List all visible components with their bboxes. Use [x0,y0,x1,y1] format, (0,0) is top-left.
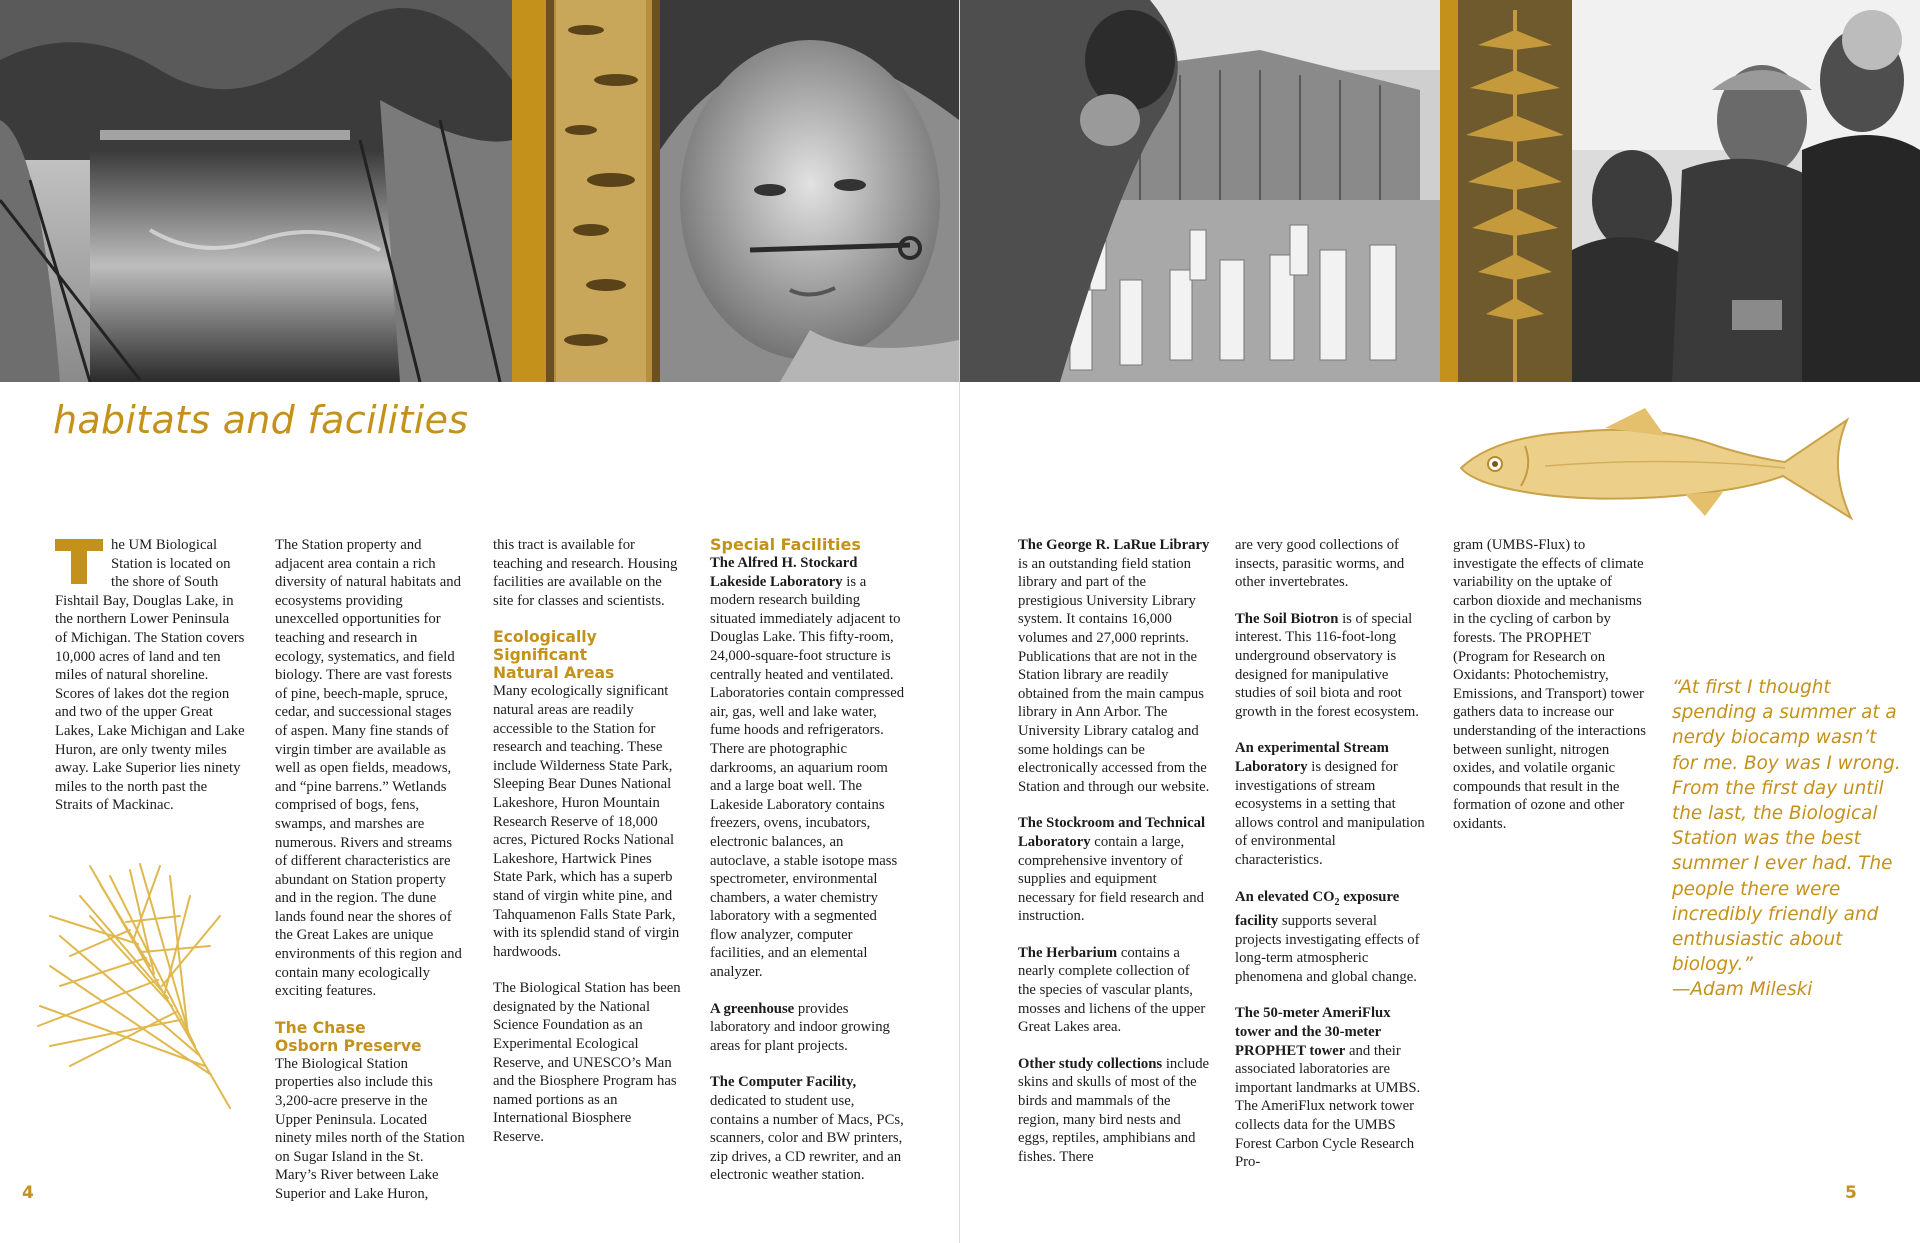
text-column-7 [1453,536,1648,834]
gold-band [512,0,546,382]
chase-osborn-paragraph: The Biological Station properties also include this 3,200-acre preserve in the Upper Peninsula. Located ninety miles north of the Station on Sugar Island in the St. Mary’s River between Lake Superior and Lake Huron, [275,1055,465,1202]
natural-areas-paragraph: Many ecologically significant natural areas are readily accessible to the Station for research and teaching. These include Wilderness State Park, Sleeping Bear Dunes National Lakeshore, Huron Mountain Research Reserve of 18,000 acres, Pictured Rocks National Lakeshore, Hartwick Pines State Park, which has a superb stand of virgin white pine, and Tahquamenon Falls State Park, with its splendid stand of virgin hardwoods. [493,683,680,960]
quote-attribution: —Adam Mileski [1672,979,1813,1001]
page-gutter [959,0,960,1243]
people-looking-up-photo [1572,0,1920,382]
habitats-paragraph: The Station property and adjacent area contain a rich diversity of natural habitats and ecosystems providing unexcelled opportunities for teaching and research in ecology, systematics, and field biology. There are vast forests of pine, beech-maple, spruce, cedar, and successional stages of aspen. Many fine stands of virgin timber are available as well as open fields, meadows, and “pine barrens.” Wetlands comprised of bogs, fens, swamps, and marshes are numerous. Rivers and streams of different characteristics are abundant on Station property and in the region. The dune lands found near the shores of the Great Lakes are unique environments of this region and contain many ecologically exciting features. [275,537,462,1000]
fish-drawing [1455,406,1855,530]
reserve-paragraph: The Biological Station has been designated by the National Science Foundation as an Experimental Ecological Reserve, and UNESCO’s Man and the Biosphere Program has named portions as an International Biosphere Reserve. [493,980,681,1146]
co2-facility-paragraph: An elevated $CO_2$ exposure facility supports several projects investigating effects of long-term atmospheric phenomena and global change. [1235,888,1420,985]
gold-band [1440,0,1458,382]
page-number-right: 5 [1845,1183,1857,1203]
computer-facility-paragraph: The Computer Facility, dedicated to student use, contains a number of Macs, PCs, scanners, color and BW printers, zip drives, a CD rewriter, and an electronic weather station. [710,1074,904,1184]
greenhouse-paragraph: A greenhouse provides laboratory and indoor growing areas for plant projects. [710,1000,890,1054]
page-number-left: 4 [22,1183,34,1203]
soil-biotron-paragraph: The Soil Biotron is of special interest. This 116-foot-long underground observatory is designed for manipulative studies of soil biota and root growth in the forest ecosystem. [1235,610,1419,720]
invertebrates-paragraph: are very good collections of insects, parasitic worms, and other invertebrates. [1235,537,1405,591]
study-collections-paragraph: Other study collections include skins and skulls of most of the birds and mammals of the region, many bird nests and eggs, reptiles, amphibians and fishes. There [1018,1055,1210,1165]
marsh-river-photo [0,0,512,382]
library-paragraph: The George R. LaRue Library is an outstanding field station library and part of the prestigious University Library system. It contains 16,000 volumes and 27,000 reprints. Publications that are not in the Station library are readily obtained from the main campus library in Ann Arbor. The University Library catalog and some holdings can be electronically accessed from the Station and through our website. [1018,537,1210,795]
student-with-specimen-photo [660,0,959,382]
pull-quote [1672,675,1902,1003]
prophet-paragraph: gram (UMBS-Flux) to investigate the effects of climate variability on the uptake of carbon dioxide and mechanisms in the cycling of carbon by forests. The PROPHET (Program for Research on Oxidants: Photochemistry, Emissions, and Transport) tower gathers data to increase our understanding of the interactions between sunlight, nitrogen oxides, and volatile organic compounds that result in the formation of ozone and other oxidants. [1453,537,1646,832]
tract-paragraph: this tract is available for teaching and research. Housing facilities are available on the site for classes and scientists. [493,537,678,609]
text-column-4 [710,536,906,1185]
intro-paragraph: he UM Biological Station is located on the shore of South Fishtail Bay, Douglas Lake, in the northern Lower Peninsula of Michigan. The Station covers 10,000 acres of land and ten miles of natural shoreline. Scores of lakes dot the region and two of the upper Great Lakes, Lake Michigan and Lake Huron, are only twenty miles away. Lake Superior lies ninety miles to the north past the Straits of Mackinac. [55,537,245,814]
page-title: habitats and facilities [53,398,469,442]
quote-text: “At first I thought spending a summer at a nerdy biocamp wasn’t for me. Boy was I wrong. From the first day until the last, the Biological Station was the best summer I ever had. The people there were incredibly friendly and enthusiastic about biology.” [1672,677,1901,976]
text-column-3 [493,536,683,1147]
text-column-2 [275,536,465,1204]
lakeside-lab-paragraph: The Alfred H. Stockard Lakeside Laboratory is a modern research building situated immediately adjacent to Douglas Lake. This fifty-room, 24,000-square-foot structure is centrally heated and ventilated. Laboratories contain compressed air, gas, well and lake water, fume hoods and refrigerators. There are photographic darkrooms, an aquarium room and a large boat well. The Lakeside Laboratory contains freezers, ovens, incubators, electronic balances, an autoclave, a stable isotope mass spectrometer, environmental chambers, a water chemistry laboratory with a segmented flow analyzer, computer facilities, and an elemental analyzer. [710,555,905,981]
natural-areas-heading: Ecologically Significant Natural Areas [493,628,615,683]
chase-osborn-heading: The Chase Osborn Preserve [275,1018,422,1055]
text-column-1 [55,536,245,815]
stream-lab-paragraph: An experimental Stream Laboratory is designed for investigations of stream ecosystems in a setting that allows control and manipulation of environmental characteristics. [1235,740,1425,868]
stockroom-paragraph: The Stockroom and Technical Laboratory contain a large, comprehensive inventory of supplies and equipment necessary for field research and instruction. [1018,815,1206,925]
herbarium-paragraph: The Herbarium contains a nearly complete collection of the species of vascular plants, mosses and lichens of the upper Great Lakes area. [1018,944,1206,1036]
dropcap [55,539,103,584]
aspen-bark-photo [546,0,660,382]
pine-needles-drawing [30,856,250,1116]
text-column-5 [1018,536,1210,1166]
towers-paragraph: The 50-meter AmeriFlux tower and the 30-meter PROPHET tower and their associated laboratories are important landmarks at UMBS. The AmeriFlux network tower collects data for the UMBS Forest Carbon Cycle Research Pro- [1235,1005,1421,1171]
greenhouse-seedlings-photo [960,0,1440,382]
text-column-6 [1235,536,1427,1172]
fern-frond-photo [1458,0,1572,382]
special-facilities-heading: Special Facilities [710,535,861,554]
